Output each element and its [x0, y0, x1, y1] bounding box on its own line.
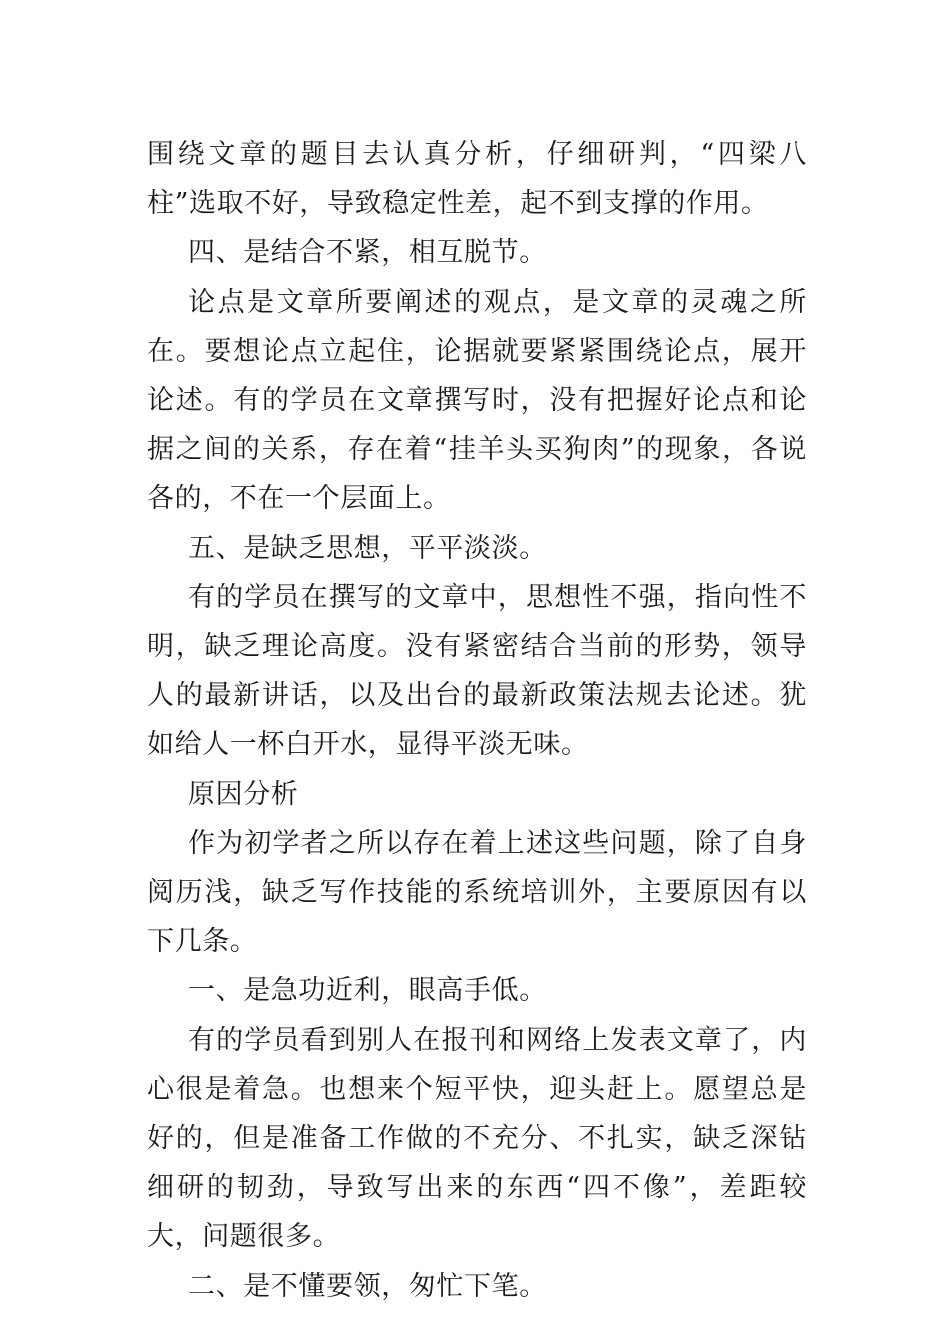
heading-point-five: 五、是缺乏思想，平平淡淡。: [188, 532, 547, 564]
paragraph-point-four: 论点是文章所要阐述的观点，是文章的灵魂之所在。要想论点立起住，论据就要紧紧围绕论点，展开论述。有的学员在文章撰写时，没有把握好论点和论据之间的关系，存在着“挂羊头买狗肉”的现象，各说各的，不在一个层面上。: [147, 286, 807, 515]
paragraph-cause-one: 有的学员看到别人在报刊和网络上发表文章了，内心很是着急。也想来个短平快，迎头赶上。愿望总是好的，但是准备工作做的不充分、不扎实，缺乏深钻细研的韧劲，导致写出来的东西“四不像”，差距较大，问题很多。: [147, 1024, 807, 1253]
paragraph-continuation: 围绕文章的题目去认真分析，仔细研判，“四梁八柱”选取不好，导致稳定性差，起不到支撑的作用。: [147, 139, 807, 220]
paragraph-cause-intro: 作为初学者之所以存在着上述这些问题，除了自身阅历浅，缺乏写作技能的系统培训外，主要原因有以下几条。: [147, 827, 807, 958]
heading-cause-one: 一、是急功近利，眼高手低。: [188, 975, 547, 1007]
heading-point-four: 四、是结合不紧，相互脱节。: [188, 237, 547, 269]
document-body: [147, 130, 807, 1311]
heading-cause-two: 二、是不懂要领，匆忙下笔。: [188, 1270, 547, 1302]
paragraph-point-five: 有的学员在撰写的文章中，思想性不强，指向性不明，缺乏理论高度。没有紧密结合当前的形势，领导人的最新讲话，以及出台的最新政策法规去论述。犹如给人一杯白开水，显得平淡无味。: [147, 581, 807, 761]
heading-cause-analysis: 原因分析: [188, 778, 299, 810]
